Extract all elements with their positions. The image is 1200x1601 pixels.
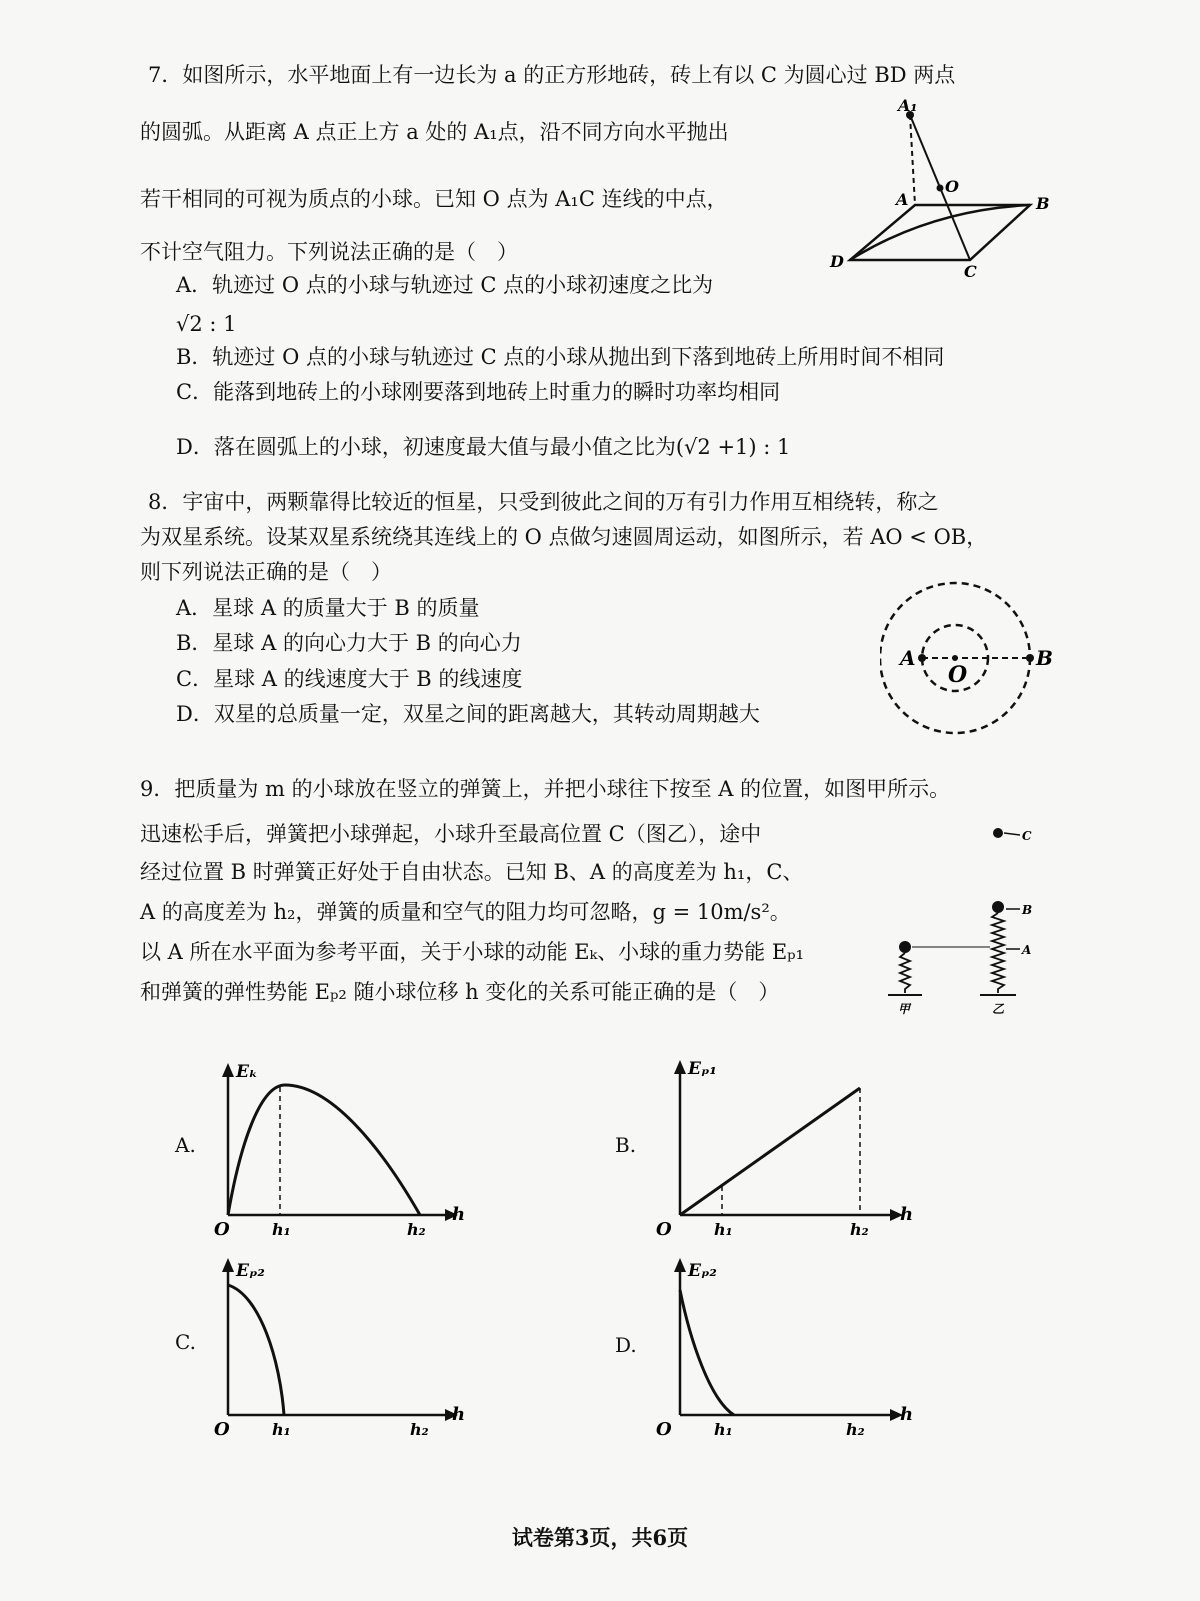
q7-line1: 7．如图所示，水平地面上有一边长为 a 的正方形地砖，砖上有以 C 为圆心过 BD 两点 <box>148 63 956 87</box>
q9-line2: 迅速松手后，弹簧把小球弹起，小球升至最高位置 C（图乙），途中 <box>140 822 762 846</box>
q8-line3: 则下列说法正确的是（ ） <box>140 560 392 584</box>
tile-square <box>850 205 1030 260</box>
label-c: C <box>1022 829 1032 843</box>
ep1-line <box>680 1088 860 1215</box>
spring-jia <box>900 953 910 993</box>
h1-label: h₁ <box>714 1220 733 1239</box>
origin-label: O <box>214 1219 230 1240</box>
y-label: Eₚ₂ <box>688 1261 717 1281</box>
y-label: Eₚ₂ <box>236 1261 265 1281</box>
ek-curve <box>228 1085 420 1215</box>
arc-bd <box>850 205 1030 260</box>
q7-option-c: C．能落到地砖上的小球刚要落到地砖上时重力的瞬时功率均相同 <box>176 380 781 404</box>
h1-label: h₁ <box>714 1420 733 1439</box>
graph-d <box>650 1250 930 1445</box>
graph-b <box>650 1050 930 1245</box>
x-label: h <box>900 1204 914 1225</box>
spring-yi <box>992 913 1004 993</box>
q8-option-b: B．星球 A 的向心力大于 B 的向心力 <box>176 631 522 655</box>
label-yi: 乙 <box>992 1002 1005 1016</box>
q9-line5: 以 A 所在水平面为参考平面，关于小球的动能 Eₖ、小球的重力势能 Eₚ₁ <box>140 940 804 964</box>
q7-line3: 若干相同的可视为质点的小球。已知 O 点为 A₁C 连线的中点， <box>140 187 728 211</box>
ball-c <box>993 828 1003 838</box>
label-b: B <box>1022 903 1033 917</box>
q9-spring-figure <box>880 815 1060 1025</box>
y-arrow <box>674 1258 686 1272</box>
label-jia: 甲 <box>898 1002 911 1016</box>
x-label: h <box>452 1204 466 1225</box>
origin-label: O <box>656 1419 672 1440</box>
q8-line1: 8．宇宙中，两颗靠得比较近的恒星，只受到彼此之间的万有引力作用互相绕转，称之 <box>148 490 939 514</box>
origin-label: O <box>656 1219 672 1240</box>
label-a: A <box>896 190 909 209</box>
ball-yi <box>992 901 1004 913</box>
y-arrow <box>222 1063 234 1077</box>
graph-a <box>200 1055 480 1245</box>
graph-c-option: C. <box>175 1330 196 1354</box>
label-c: C <box>964 262 977 281</box>
q8-option-d: D．双星的总质量一定，双星之间的距离越大，其转动周期越大 <box>176 702 760 726</box>
h1-label: h₁ <box>272 1220 291 1239</box>
y-arrow <box>674 1060 686 1074</box>
star-a <box>918 654 926 662</box>
page-footer: 试卷第3页，共6页 <box>511 1525 689 1550</box>
q9-line3: 经过位置 B 时弹簧正好处于自由状态。已知 B、A 的高度差为 h₁，C、 <box>140 860 804 884</box>
x-label: h <box>452 1404 466 1425</box>
q7-line4: 不计空气阻力。下列说法正确的是（ ） <box>140 240 518 264</box>
q8-figure <box>880 580 1080 740</box>
q7-line2: 的圆弧。从距离 A 点正上方 a 处的 A₁点，沿不同方向水平抛出 <box>140 120 729 144</box>
y-label: Eₖ <box>236 1062 258 1082</box>
label-a1: A₁ <box>898 96 918 115</box>
graph-d-option: D. <box>615 1333 637 1357</box>
ep2-curve <box>680 1290 734 1415</box>
label-a: A <box>1022 943 1032 957</box>
ball-jia <box>899 941 911 953</box>
o-point <box>937 185 944 192</box>
q9-line1: 9．把质量为 m 的小球放在竖立的弹簧上，并把小球往下按至 A 的位置，如图甲所示。 <box>140 777 951 801</box>
y-arrow <box>222 1258 234 1272</box>
q9-line6: 和弹簧的弹性势能 Eₚ₂ 随小球位移 h 变化的关系可能正确的是（ ） <box>140 980 780 1004</box>
graph-c <box>200 1250 480 1445</box>
label-o: O <box>948 662 968 688</box>
y-label: Eₚ₁ <box>688 1059 717 1079</box>
q7-option-b: B．轨迹过 O 点的小球与轨迹过 C 点的小球从抛出到下落到地砖上所用时间不相同 <box>176 345 945 369</box>
h2-label: h₂ <box>846 1420 865 1439</box>
q7-option-d: D．落在圆弧上的小球，初速度最大值与最小值之比为(√2 +1) : 1 <box>176 435 791 459</box>
label-b: B <box>1036 194 1050 213</box>
x-label: h <box>900 1404 914 1425</box>
label-d: D <box>830 252 844 271</box>
origin-label: O <box>214 1419 230 1440</box>
label-a: A <box>900 646 916 670</box>
h1-label: h₁ <box>272 1420 291 1439</box>
graph-a-option: A. <box>175 1133 196 1157</box>
q7-figure <box>820 95 1070 285</box>
ep2-curve <box>228 1285 284 1415</box>
star-b <box>1026 654 1034 662</box>
label-b: B <box>1036 646 1053 670</box>
h2-label: h₂ <box>410 1420 429 1439</box>
q7-option-a-ratio: √2 : 1 <box>176 312 237 336</box>
label-o: O <box>945 177 959 196</box>
graph-b-option: B. <box>615 1133 637 1157</box>
q8-option-c: C．星球 A 的线速度大于 B 的线速度 <box>176 667 523 691</box>
c-pointer <box>1004 833 1020 835</box>
q9-line4: A 的高度差为 h₂，弹簧的质量和空气的阻力均可忽略，g = 10m/s²。 <box>140 900 791 924</box>
a1-a-dashed <box>910 115 915 205</box>
q8-line2: 为双星系统。设某双星系统绕其连线上的 O 点做匀速圆周运动，如图所示，若 AO < OB， <box>140 525 988 549</box>
h2-label: h₂ <box>850 1220 869 1239</box>
h2-label: h₂ <box>407 1220 426 1239</box>
q7-option-a: A．轨迹过 O 点的小球与轨迹过 C 点的小球初速度之比为 <box>176 273 714 297</box>
q8-option-a: A．星球 A 的质量大于 B 的质量 <box>176 596 480 620</box>
center-o <box>952 655 958 661</box>
